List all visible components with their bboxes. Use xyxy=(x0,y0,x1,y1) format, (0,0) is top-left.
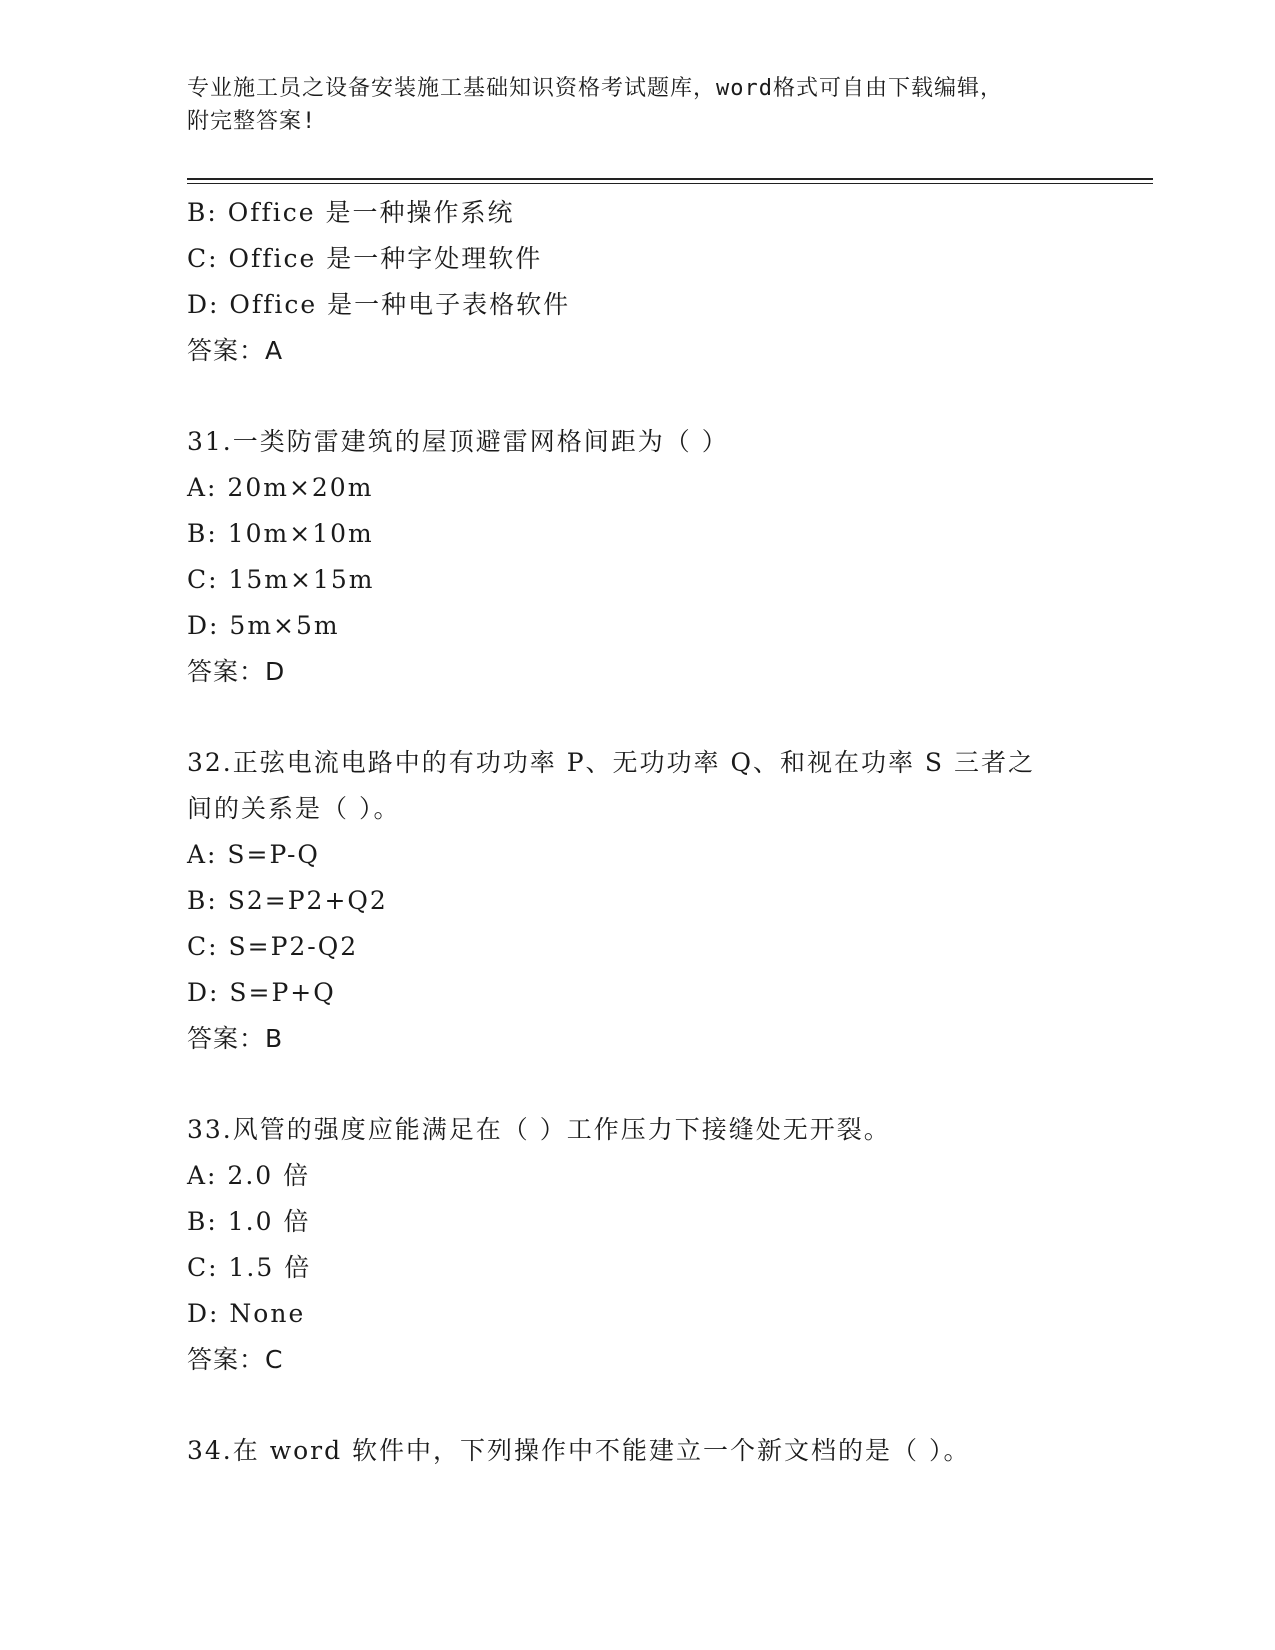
question-30-continued xyxy=(187,190,1153,374)
option-c: C: 1.5 倍 xyxy=(187,1253,312,1282)
option-d: D: S=P+Q xyxy=(187,978,336,1007)
spacer xyxy=(187,374,1153,419)
header-divider-thin xyxy=(187,183,1153,184)
header-divider-thick xyxy=(187,178,1153,180)
question-stem: 31.一类防雷建筑的屋顶避雷网格间距为（ ） xyxy=(187,427,729,456)
option-d: D: 5m×5m xyxy=(187,611,340,640)
spacer xyxy=(187,1062,1153,1107)
option-a: A: 2.0 倍 xyxy=(187,1161,311,1190)
answer-line: 答案：C xyxy=(187,1345,284,1374)
header-line-2: 附完整答案! xyxy=(187,109,317,134)
question-stem: 33.风管的强度应能满足在（ ）工作压力下接缝处无开裂。 xyxy=(187,1115,891,1144)
question-32 xyxy=(187,740,1153,1062)
spacer xyxy=(187,695,1153,740)
option-d: D: Office 是一种电子表格软件 xyxy=(187,290,571,319)
question-stem-line-2: 间的关系是（ ）。 xyxy=(187,794,401,823)
option-c: C: S=P2-Q2 xyxy=(187,932,359,961)
document-body xyxy=(187,190,1153,1474)
option-c: C: 15m×15m xyxy=(187,565,375,594)
question-34 xyxy=(187,1428,1153,1474)
option-b: B: 10m×10m xyxy=(187,519,374,548)
header-line-1: 专业施工员之设备安装施工基础知识资格考试题库，word格式可自由下载编辑， xyxy=(187,76,1003,101)
document-header xyxy=(187,72,1087,138)
option-a: A: 20m×20m xyxy=(187,473,374,502)
question-31 xyxy=(187,419,1153,695)
question-33 xyxy=(187,1107,1153,1383)
option-a: A: S=P-Q xyxy=(187,840,320,869)
question-stem: 34.在 word 软件中，下列操作中不能建立一个新文档的是（ ）。 xyxy=(187,1436,971,1465)
question-stem-line-1: 32.正弦电流电路中的有功功率 P、无功功率 Q、和视在功率 S 三者之 xyxy=(187,748,1035,777)
option-b: B: 1.0 倍 xyxy=(187,1207,311,1236)
option-c: C: Office 是一种字处理软件 xyxy=(187,244,543,273)
option-b: B: Office 是一种操作系统 xyxy=(187,198,515,227)
option-d: D: None xyxy=(187,1299,306,1328)
option-b: B: S2=P2+Q2 xyxy=(187,886,388,915)
answer-line: 答案：B xyxy=(187,1024,284,1053)
answer-line: 答案：A xyxy=(187,336,284,365)
spacer xyxy=(187,1383,1153,1428)
answer-line: 答案：D xyxy=(187,657,286,686)
